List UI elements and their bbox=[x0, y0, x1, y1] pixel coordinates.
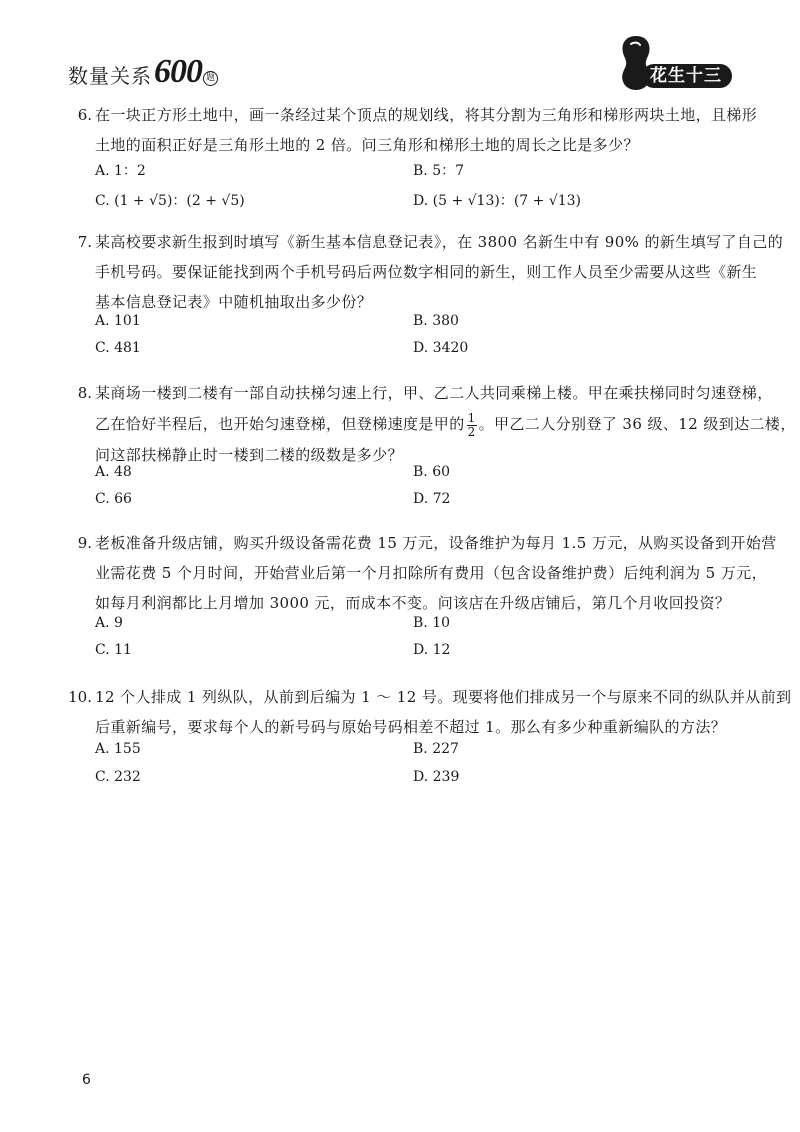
option-d: D. 12 bbox=[413, 642, 451, 658]
stem-line: 后重新编号，要求每个人的新号码与原始号码相差不超过 1。那么有多少种重新编队的方法？ bbox=[95, 718, 727, 736]
option-c: C. 11 bbox=[95, 642, 132, 658]
stem-line bbox=[95, 408, 796, 440]
fraction-numerator: 1 bbox=[467, 410, 476, 425]
stem-line: 如每月利润都比上月增加 3000 元，而成本不变。问该店在升级店铺后，第几个月收回投资？ bbox=[95, 594, 731, 612]
option-a: A. 9 bbox=[95, 615, 123, 631]
fraction-denominator: 2 bbox=[467, 424, 476, 439]
question-number: 9. bbox=[77, 534, 92, 552]
question-stem bbox=[95, 682, 792, 742]
brand-logo bbox=[616, 34, 734, 94]
option-b: B. 60 bbox=[413, 464, 451, 480]
stem-line: 业需花费 5 个月时间，开始营业后第一个月扣除所有费用（包含设备维护费）后纯利润为 5 万元， bbox=[95, 564, 767, 582]
page-number: 6 bbox=[82, 1072, 91, 1088]
option-c: C. (1 + √5)：(2 + √5) bbox=[95, 193, 245, 209]
book-title bbox=[68, 54, 218, 88]
stem-line: 12 个人排成 1 列纵队，从前到后编为 1 ～ 12 号。现要将他们排成另一个与原来不同的纵队并从前到 bbox=[95, 688, 792, 706]
question-stem bbox=[95, 378, 796, 470]
stem-line: 某高校要求新生报到时填写《新生基本信息登记表》，在 3800 名新生中有 90% 的新生填写了自己的 bbox=[95, 233, 784, 251]
question-stem bbox=[95, 227, 784, 317]
stem-text: 乙在恰好半程后，也开始匀速登梯，但登梯速度是甲的 bbox=[95, 415, 465, 433]
question-number: 6. bbox=[77, 106, 92, 124]
stem-line: 老板准备升级店铺，购买升级设备需花费 15 万元，设备维护为每月 1.5 万元，从购买设备到开始营 bbox=[95, 534, 777, 552]
stem-line: 基本信息登记表》中随机抽取出多少份？ bbox=[95, 293, 373, 311]
question-number: 10. bbox=[68, 688, 92, 706]
option-d: D. 72 bbox=[413, 491, 451, 507]
option-b: B. 10 bbox=[413, 615, 451, 631]
option-b: B. 5：7 bbox=[413, 163, 465, 179]
question-stem bbox=[95, 100, 758, 160]
stem-line: 问这部扶梯静止时一楼到二楼的级数是多少？ bbox=[95, 446, 404, 464]
stem-line: 土地的面积正好是三角形土地的 2 倍。问三角形和梯形土地的周长之比是多少？ bbox=[95, 136, 639, 154]
question-number: 7. bbox=[77, 233, 92, 251]
option-a: A. 101 bbox=[95, 313, 141, 329]
brand-name: 花生十三 bbox=[642, 64, 732, 88]
option-d: D. (5 + √13)：(7 + √13) bbox=[413, 193, 582, 209]
option-b: B. 227 bbox=[413, 741, 459, 757]
option-a: A. 48 bbox=[95, 464, 132, 480]
option-d: D. 239 bbox=[413, 769, 460, 785]
stem-line: 某商场一楼到二楼有一部自动扶梯匀速上行，甲、乙二人共同乘梯上楼。甲在乘扶梯同时匀速登梯， bbox=[95, 384, 773, 402]
book-title-number: 600 bbox=[154, 53, 202, 90]
option-c: C. 66 bbox=[95, 491, 132, 507]
stem-line: 手机号码。要保证能找到两个手机号码后两位数字相同的新生，则工作人员至少需要从这些《新生 bbox=[95, 263, 758, 281]
option-c: C. 232 bbox=[95, 769, 141, 785]
option-a: A. 155 bbox=[95, 741, 141, 757]
book-title-suffix: 题 bbox=[203, 71, 218, 86]
option-c: C. 481 bbox=[95, 340, 141, 356]
option-a: A. 1：2 bbox=[95, 163, 146, 179]
option-b: B. 380 bbox=[413, 313, 459, 329]
option-d: D. 3420 bbox=[413, 340, 469, 356]
stem-text: 。甲乙二人分别登了 36 级、12 级到达二楼， bbox=[478, 415, 796, 433]
question-stem bbox=[95, 528, 777, 618]
question-number: 8. bbox=[77, 384, 92, 402]
book-title-text: 数量关系 bbox=[68, 64, 152, 88]
stem-line: 在一块正方形土地中，画一条经过某个顶点的规划线，将其分割为三角形和梯形两块土地，且梯形 bbox=[95, 106, 758, 124]
fraction bbox=[467, 412, 477, 439]
